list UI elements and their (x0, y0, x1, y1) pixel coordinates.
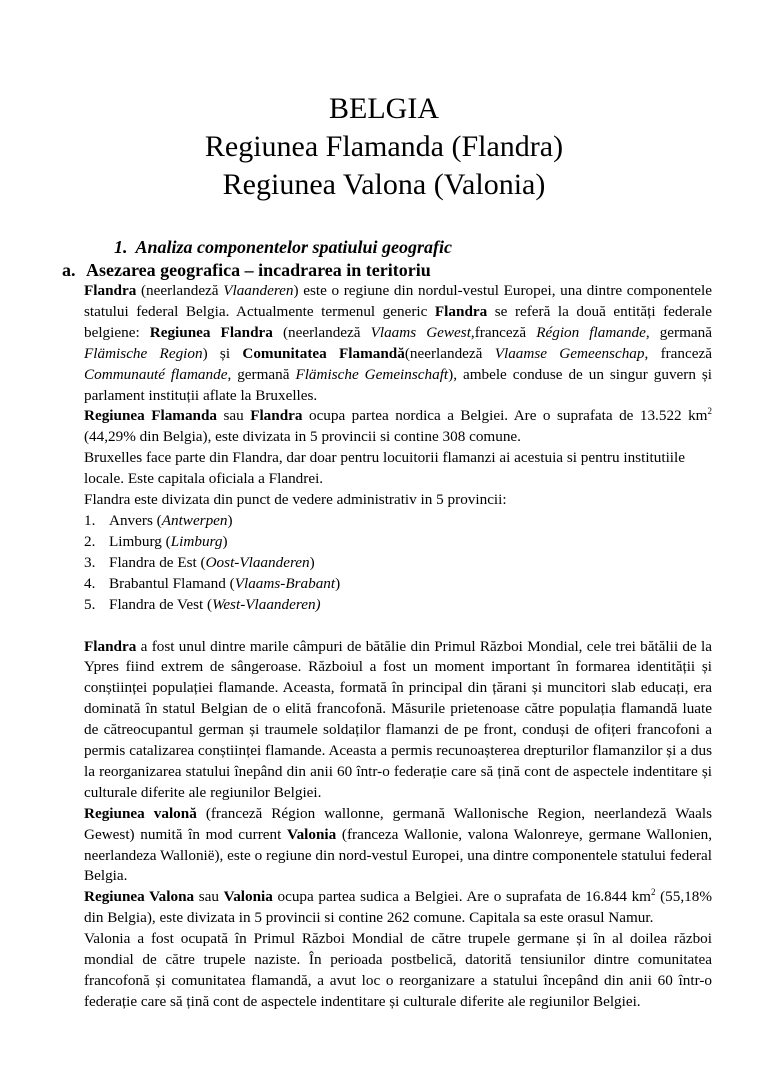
list-item: 1. Anvers (Antwerpen) (84, 511, 233, 529)
title-flanders: Regiunea Flamanda (Flandra) (204, 130, 564, 163)
paragraph-flandra-intro: Flandra (neerlandeză Vlaanderen) este o regiune din nordul-vestul Europei, una dintre componentele statului federal Belgia. Actualmente termenul generic Flandra se referă la două entități federale belgiene: Regiunea Flandra (neerlandeză Vlaams Gewest,franceză Région flamande, germană Flämische Region) și Comunitatea Flamandă(neerlandeză Vlaamse Gemeenschap, franceză Communauté flamande, germană Flämische Gemeinschaft), ambele conduse de un singur guvern și parlament instituții aflate la Bruxelles. (84, 282, 713, 404)
paragraph-bruxelles: Bruxelles face parte din Flandra, dar doar pentru locuitorii flamanzi ai acestuia si pentru institutiile locale. Este capitala oficiala a Flandrei. (84, 449, 685, 488)
paragraph-flandra-history: Flandra a fost unul dintre marile câmpuri de bătălie din Primul Război Mondial, cele trei bătălii de la Ypres fiind extrem de sângeroase. Războiul a fost un moment important în formarea identității și conștiinței populației flamande. Aceasta, formată în principal din țărani și muncitori slab educați, era dominată în statul Belgian de o elită francofonă. Măsurile prietenoase către populația flamandă luate de cătreocupantul german și traumele soldaților flamanzi de pe front, conduși de ofițeri francofoni a permis catalizarea conștiinței flamande. Aceasta a permis recunoașterea drepturilor flamanzilor și a dus la reorganizarea statului înepând din anii 60 într-o federație care să țină cont de aspectele indentitare și culturale diferite ale regiunilor Belgiei. (84, 637, 712, 801)
section-heading: 1. Analiza componentelor spatiului geografic (114, 237, 453, 257)
list-item: 2. Limburg (Limburg) (84, 532, 228, 550)
paragraph-provinces-intro: Flandra este divizata din punct de vedere administrativ in 5 provincii: (84, 491, 507, 509)
title-block (0, 90, 768, 204)
paragraph-valonia-area: Regiunea Valona sau Valonia ocupa partea sudica a Belgiei. Are o suprafata de 16.844 $km^2$ (55,18% din Belgia), este divizata in 5 provincii si contine 262 comune. Capitala sa este orasul Namur. (84, 887, 712, 927)
document-body (62, 235, 713, 1013)
list-item: 5. Flandra de Vest (West-Vlaanderen) (84, 595, 321, 613)
province-list (84, 511, 712, 616)
paragraph-valonia-intro: Regiunea valonă (franceză Région wallonne, germană Wallonische Region, neerlandeză Waals Gewest) numită în mod current Valonia (franceza Wallonie, valona Walonreye, germane Wallonien, neerlandeza Wallonië), este o regiune din nord-vestul Europei, una dintre componentele statului federal Belgia. (84, 804, 713, 885)
list-item: 3. Flandra de Est (Oost-Vlaanderen) (84, 553, 315, 571)
title-wallonia: Regiunea Valona (Valonia) (222, 168, 546, 201)
list-item: 4. Brabantul Flamand (Vlaams-Brabant) (84, 574, 341, 592)
paragraph-valonia-history: Valonia a fost ocupată în Primul Război Mondial de către trupele germane și în al doilea război mondial de către trupele naziste. În perioada postbelică, datorită tensiunilor dintre comunitatea francofonă și comunitatea flamandă, a avut loc o reorganizare a statului începând din anii 60 într-o federație care să țină cont de aspectele indentitare și culturale diferite ale regiunilor Belgiei. (84, 930, 712, 1010)
subsection-heading: a. Asezarea geografica – incadrarea in teritoriu (62, 260, 431, 280)
paragraph-flandra-area: Regiunea Flamanda sau Flandra ocupa partea nordica a Belgiei. Are o suprafata de 13.522 $km^2$ (44,29% din Belgia), este divizata in 5 provincii si contine 308 comune. (84, 406, 712, 446)
title-country: BELGIA (329, 92, 439, 125)
blank-line (84, 616, 712, 637)
